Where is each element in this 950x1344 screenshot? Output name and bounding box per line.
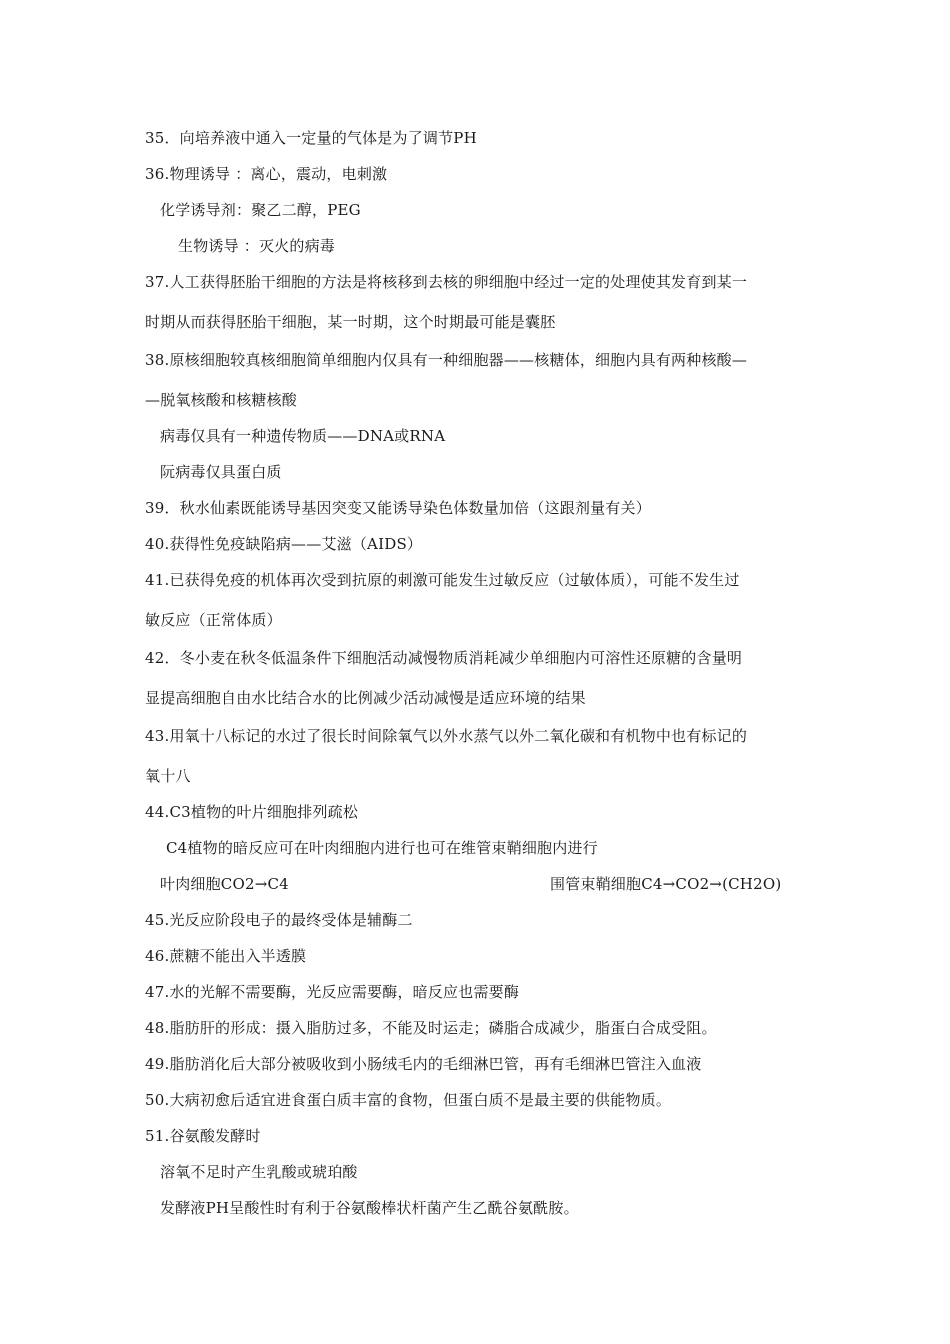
line-38-virus: 病毒仅具有一种遗传物质——DNA或RNA xyxy=(160,427,446,445)
line-44-bundle-sheath: 围管束鞘细胞C4→CO2→(CH2O) xyxy=(550,875,782,893)
line-46: 46.蔗糖不能出入半透膜 xyxy=(145,947,307,965)
line-41-cont: 敏反应（正常体质） xyxy=(145,611,282,629)
line-39: 39．秋水仙素既能诱导基因突变又能诱导染色体数量加倍（这跟剂量有关） xyxy=(145,499,651,517)
line-51: 51.谷氨酸发酵时 xyxy=(145,1127,261,1145)
line-43: 43.用氧十八标记的水过了很长时间除氧气以外水蒸气以外二氧化碳和有机物中也有标记的 xyxy=(145,727,748,745)
line-38-cont: —脱氧核酸和核糖核酸 xyxy=(145,391,298,409)
line-38-prion: 阮病毒仅具蛋白质 xyxy=(160,463,282,481)
line-36-chemical: 化学诱导剂：聚乙二醇，PEG xyxy=(160,201,361,219)
line-43-cont: 氧十八 xyxy=(145,767,191,785)
line-50: 50.大病初愈后适宜进食蛋白质丰富的食物，但蛋白质不是最主要的供能物质。 xyxy=(145,1091,672,1109)
line-36-biological: 生物诱导 ：灭火的病毒 xyxy=(178,237,335,255)
line-42: 42．冬小麦在秋冬低温条件下细胞活动减慢物质消耗减少单细胞内可溶性还原糖的含量明 xyxy=(145,649,743,667)
line-44-mesophyll: 叶肉细胞CO2→C4 xyxy=(160,875,289,893)
line-37: 37.人工获得胚胎干细胞的方法是将核移到去核的卵细胞中经过一定的处理使其发育到某一 xyxy=(145,273,748,291)
line-41: 41.已获得免疫的机体再次受到抗原的刺激可能发生过敏反应（过敏体质），可能不发生过 xyxy=(145,571,740,589)
line-40: 40.获得性免疫缺陷病——艾滋（AIDS） xyxy=(145,535,423,553)
line-36: 36.物理诱导 ：离心，震动，电刺激 xyxy=(145,165,388,183)
line-49: 49.脂肪消化后大部分被吸收到小肠绒毛内的毛细淋巴管，再有毛细淋巴管注入血液 xyxy=(145,1055,702,1073)
line-37-cont: 时期从而获得胚胎干细胞，某一时期，这个时期最可能是囊胚 xyxy=(145,313,556,331)
line-42-cont: 显提高细胞自由水比结合水的比例减少活动减慢是适应环境的结果 xyxy=(145,689,586,707)
line-35: 35．向培养液中通入一定量的气体是为了调节PH xyxy=(145,129,477,147)
line-48: 48.脂肪肝的形成：摄入脂肪过多，不能及时运走；磷脂合成减少，脂蛋白合成受阻。 xyxy=(145,1019,717,1037)
line-45: 45.光反应阶段电子的最终受体是辅酶二 xyxy=(145,911,413,929)
line-51-oxygen: 溶氧不足时产生乳酸或琥珀酸 xyxy=(160,1163,358,1181)
line-51-ph: 发酵液PH呈酸性时有利于谷氨酸棒状杆菌产生乙酰谷氨酰胺。 xyxy=(160,1199,579,1217)
line-44: 44.C3植物的叶片细胞排列疏松 xyxy=(145,803,359,821)
line-47: 47.水的光解不需要酶，光反应需要酶，暗反应也需要酶 xyxy=(145,983,520,1001)
line-38: 38.原核细胞较真核细胞简单细胞内仅具有一种细胞器——核糖体，细胞内具有两种核酸— xyxy=(145,351,748,369)
line-44-c4: C4植物的暗反应可在叶肉细胞内进行也可在维管束鞘细胞内进行 xyxy=(166,839,598,857)
